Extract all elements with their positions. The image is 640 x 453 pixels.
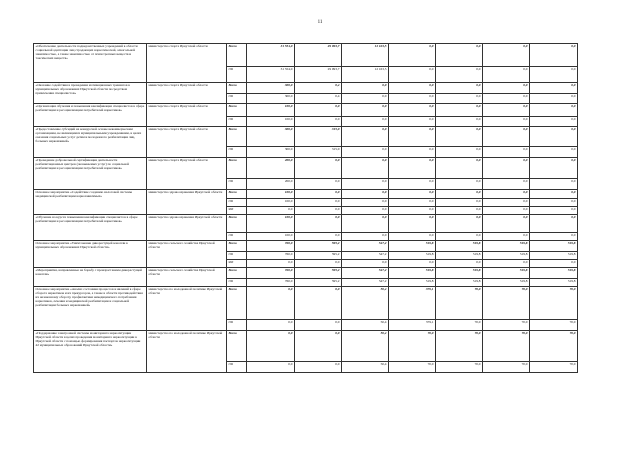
table-row (34, 190, 578, 199)
funding-value: 70,0 (483, 331, 530, 362)
funding-value: 547,2 (342, 268, 389, 279)
responsible-executor: министерство спорта Иркутской области (147, 127, 227, 158)
funding-value: 0,0 (389, 260, 436, 268)
funding-source: ОБ (227, 67, 247, 83)
funding-value: 300,0 (247, 127, 295, 147)
funding-value: 760,0 (247, 279, 295, 287)
funding-value: 0,0 (342, 260, 389, 268)
funding-value: 0,0 (530, 179, 578, 190)
funding-value: 0,0 (342, 158, 389, 179)
activity-name: «Оказание содействия в проведении мотивационных тренингов в муниципальных образованиях Иркутской области посредством привлечения специалистов» (34, 83, 147, 104)
funding-value: 200,0 (247, 179, 295, 190)
funding-value: 100,0 (247, 215, 295, 233)
funding-value: 0,0 (483, 44, 530, 67)
responsible-executor: министерство спорта Иркутской области (147, 104, 227, 127)
table-row (34, 83, 578, 94)
funding-source: Всего (227, 83, 247, 94)
funding-value: 100,0 (247, 199, 295, 207)
table-row (34, 104, 578, 117)
funding-value: 0,0 (295, 233, 342, 241)
funding-value: 0,0 (389, 117, 436, 127)
funding-value: 70,0 (530, 331, 578, 362)
funding-value: 0,0 (342, 207, 389, 215)
funding-source: Всего (227, 241, 247, 252)
funding-source: ОБ (227, 117, 247, 127)
funding-table (33, 43, 578, 373)
funding-value: 0,0 (247, 287, 295, 320)
funding-value: 0,0 (342, 179, 389, 190)
funding-value: 0,0 (436, 190, 483, 199)
funding-value: 70,0 (436, 362, 483, 373)
activity-name: «Поддержание электронной системы мониторинга наркоситуации Иркутской области в целях проведения мониторинга наркоситуации в Иркутской области с помощью формирования паспортов наркоситуации 42 муниципальных образований Иркутской области» (34, 331, 147, 373)
funding-value: 0,0 (342, 215, 389, 233)
funding-value: 0,0 (436, 83, 483, 94)
responsible-executor: министерство по молодежной политике Иркутской области (147, 287, 227, 331)
funding-value: 70,0 (483, 362, 530, 373)
funding-value: 0,0 (436, 44, 483, 67)
responsible-executor: министерство спорта Иркутской области (147, 83, 227, 104)
funding-source: ОБ (227, 147, 247, 158)
table-row (34, 268, 578, 279)
funding-source: Всего (227, 104, 247, 117)
funding-value: 0,0 (389, 104, 436, 117)
funding-value: 519,8 (436, 279, 483, 287)
funding-value: 595,2 (295, 279, 342, 287)
funding-value: 70,0 (389, 331, 436, 362)
funding-value: 519,8 (436, 252, 483, 260)
funding-value: 0,0 (389, 147, 436, 158)
funding-value: 50,4 (342, 320, 389, 331)
funding-value: 0,0 (530, 207, 578, 215)
funding-value: 0,4 (295, 83, 342, 94)
funding-value: 0,0 (530, 127, 578, 147)
funding-value: 70,0 (436, 320, 483, 331)
funding-value: 760,0 (247, 252, 295, 260)
funding-value: 519,8 (389, 241, 436, 252)
funding-value: 0,0 (483, 94, 530, 104)
funding-value: 519,8 (436, 268, 483, 279)
funding-value: 0,0 (295, 331, 342, 362)
funding-value: 70,0 (530, 362, 578, 373)
funding-value: 0,0 (247, 331, 295, 362)
funding-value: 519,8 (530, 268, 578, 279)
funding-value: 0,0 (295, 362, 342, 373)
funding-value: 0,0 (483, 199, 530, 207)
funding-value: 0,4 (295, 94, 342, 104)
funding-value: 70,0 (530, 320, 578, 331)
funding-value: 0,0 (436, 233, 483, 241)
funding-value: 50,4 (342, 331, 389, 362)
funding-value: 0,0 (530, 44, 578, 67)
funding-value: 0,0 (483, 179, 530, 190)
funding-value: 0,0 (483, 233, 530, 241)
funding-value: 0,0 (342, 199, 389, 207)
funding-value: 519,8 (483, 252, 530, 260)
funding-source: ФБ (227, 207, 247, 215)
funding-value: 0,0 (389, 190, 436, 199)
funding-value: 519,8 (389, 279, 436, 287)
funding-source: ОБ (227, 199, 247, 207)
funding-value: 0,0 (436, 94, 483, 104)
funding-value: 0,0 (295, 117, 342, 127)
funding-value: 300,0 (247, 83, 295, 94)
funding-value: 0,0 (436, 117, 483, 127)
funding-value: 0,0 (483, 104, 530, 117)
funding-value: 0,0 (342, 233, 389, 241)
funding-value: 0,0 (436, 207, 483, 215)
funding-value: 547,2 (342, 252, 389, 260)
funding-value: 100,0 (247, 117, 295, 127)
activity-name: «Мероприятия, направленные на борьбу с произрастанием дикорастущей конопли» (34, 268, 147, 287)
funding-value: 0,0 (483, 127, 530, 147)
responsible-executor: министерство сельского хозяйства Иркутской области (147, 241, 227, 268)
funding-source: Всего (227, 44, 247, 67)
funding-value: 100,0 (247, 190, 295, 199)
funding-source: Всего (227, 127, 247, 147)
funding-value: 0,0 (342, 127, 389, 147)
table-row (34, 127, 578, 147)
funding-value: 315,0 (295, 147, 342, 158)
funding-value: 0,0 (530, 215, 578, 233)
funding-value: 0,0 (483, 117, 530, 127)
funding-value: 0,0 (436, 260, 483, 268)
funding-value: 0,0 (530, 260, 578, 268)
responsible-executor: министерство здравоохранения Иркутской области (147, 190, 227, 215)
funding-value: 0,0 (295, 179, 342, 190)
funding-value: 0,0 (530, 233, 578, 241)
funding-value: 0,0 (483, 190, 530, 199)
table-row (34, 331, 578, 362)
funding-value: 0,0 (436, 147, 483, 158)
funding-value: 0,0 (247, 207, 295, 215)
funding-source: ОБ (227, 94, 247, 104)
activity-name: «Обеспечение деятельности подведомственных учреждений в области социальной адаптации лиц страдающих наркотической, алкогольной зависимостью, а также зависимостью от психотропных веществ и токсических веществ» (34, 44, 147, 83)
funding-value: 300,0 (247, 94, 295, 104)
funding-value: 595,2 (295, 268, 342, 279)
funding-value: 0,0 (295, 207, 342, 215)
table-body (34, 44, 578, 373)
funding-value: 0,0 (389, 233, 436, 241)
funding-value: 31 554,0 (247, 67, 295, 83)
funding-value: 0,0 (483, 147, 530, 158)
funding-source: Всего (227, 268, 247, 279)
funding-value: 0,0 (342, 147, 389, 158)
funding-value: 70,0 (389, 362, 436, 373)
funding-value: 0,0 (483, 83, 530, 94)
funding-value: 0,0 (436, 158, 483, 179)
funding-source: Всего (227, 287, 247, 320)
funding-value: 0,0 (389, 158, 436, 179)
responsible-executor: министерство спорта Иркутской области (147, 158, 227, 190)
funding-value: 0,0 (342, 83, 389, 94)
table-row (34, 287, 578, 320)
funding-value: 0,0 (483, 215, 530, 233)
funding-value: 0,0 (436, 104, 483, 117)
funding-value: 0,0 (389, 179, 436, 190)
funding-value: 70,0 (483, 320, 530, 331)
funding-value: 70,0 (436, 287, 483, 320)
funding-value: 50,4 (342, 287, 389, 320)
funding-value: 0,0 (530, 117, 578, 127)
funding-source: ОБ (227, 320, 247, 331)
funding-value: 0,0 (436, 67, 483, 83)
funding-value: 0,0 (295, 190, 342, 199)
funding-value: 519,8 (530, 241, 578, 252)
funding-value: 0,0 (342, 104, 389, 117)
table-row (34, 44, 578, 67)
funding-value: 0,0 (389, 94, 436, 104)
funding-value: 0,0 (530, 158, 578, 179)
funding-value: 0,0 (530, 199, 578, 207)
funding-value: 519,8 (530, 279, 578, 287)
funding-value: 519,8 (389, 252, 436, 260)
funding-value: 29 093,7 (295, 44, 342, 67)
funding-value: 0,0 (436, 179, 483, 190)
funding-source: Всего (227, 190, 247, 199)
funding-value: 100,0 (247, 104, 295, 117)
funding-value: 0,0 (247, 362, 295, 373)
funding-value: 519,8 (389, 268, 436, 279)
funding-value: 519,8 (483, 279, 530, 287)
activity-name: Основное мероприятие «Содействие созданию налоговой системы медицинской реабилитации наркозависимых» (34, 190, 147, 215)
funding-value: 595,2 (295, 241, 342, 252)
funding-value: 0,0 (295, 199, 342, 207)
funding-source: ОБ (227, 279, 247, 287)
funding-value: 379,1 (389, 320, 436, 331)
funding-value: 519,8 (483, 241, 530, 252)
funding-value: 70,0 (530, 287, 578, 320)
funding-value: 0,0 (530, 147, 578, 158)
table-row (34, 158, 578, 179)
funding-value: 0,0 (530, 83, 578, 94)
funding-value: 547,2 (342, 241, 389, 252)
funding-value: 379,1 (389, 287, 436, 320)
funding-value: 0,0 (389, 83, 436, 94)
funding-value: 29 093,7 (295, 67, 342, 83)
funding-source: ОБ (227, 179, 247, 190)
funding-value: 0,0 (389, 207, 436, 215)
funding-value: 200,0 (247, 158, 295, 179)
funding-value: 0,0 (436, 127, 483, 147)
funding-value: 12 163,5 (342, 67, 389, 83)
responsible-executor: министерство здравоохранения Иркутской области (147, 215, 227, 241)
funding-value: 0,0 (483, 67, 530, 83)
activity-name: Основное мероприятие «Уничтожение дикорастущей конопли в муниципальных образованиях Иркутской области» (34, 241, 147, 268)
funding-value: 0,0 (530, 104, 578, 117)
responsible-executor: министерство спорта Иркутской области (147, 44, 227, 83)
funding-value: 300,0 (247, 147, 295, 158)
funding-value: 0,0 (483, 260, 530, 268)
funding-value: 0,0 (295, 260, 342, 268)
funding-value: 0,0 (389, 67, 436, 83)
funding-value: 31 554,0 (247, 44, 295, 67)
funding-value: 519,8 (483, 268, 530, 279)
funding-source: Всего (227, 158, 247, 179)
funding-source: ОБ (227, 233, 247, 241)
funding-value: 0,0 (295, 287, 342, 320)
funding-value: 0,0 (342, 94, 389, 104)
activity-name: «Проведение добровольной сертификации деятельности реабилитационных центров (оказываемых услуг) по социальной реабилитации и ресоциализации потребителей наркотиков» (34, 158, 147, 190)
funding-value: 0,0 (483, 207, 530, 215)
funding-value: 12 163,5 (342, 44, 389, 67)
funding-value: 595,2 (295, 252, 342, 260)
funding-value: 547,2 (342, 279, 389, 287)
funding-value: 760,0 (247, 268, 295, 279)
funding-value: 0,0 (295, 320, 342, 331)
activity-name: «Предоставление субсидий на конкурсной основе некоммерческим организациям, не являющимся муниципальными учреждениями, в целях оказания социальных услуг детям и молодежи по реабилитации лиц, больных наркоманией» (34, 127, 147, 158)
funding-value: 315,0 (295, 127, 342, 147)
funding-value: 0,0 (295, 158, 342, 179)
table-row (34, 241, 578, 252)
activity-name: Основное мероприятие «Анализ состояния процессов и явлений в сфере оборота наркотиков и их прекурсоров, а также в области противодействия их незаконному обороту, профилактики немедицинского потребления наркотиков, лечения и медицинской реабилитации и социальной реабилитации больных наркоманией» (34, 287, 147, 331)
funding-value: 0,0 (530, 190, 578, 199)
funding-value: 0,0 (295, 104, 342, 117)
activity-name: «Обучение на курсах повышения квалификации специалистов в сфере реабилитации и ресоциализации потребителей наркотиков» (34, 215, 147, 241)
activity-name: «Организация обучения и повышения квалификации специалистов в сфере реабилитации и ресоциализации потребителей наркотиков» (34, 104, 147, 127)
responsible-executor: министерство по молодежной политике Иркутской области (147, 331, 227, 373)
funding-value: 0,0 (530, 67, 578, 83)
funding-value: 0,0 (247, 320, 295, 331)
table-row (34, 215, 578, 233)
funding-value: 0,0 (483, 158, 530, 179)
funding-source: ОБ (227, 252, 247, 260)
funding-value: 0,0 (530, 94, 578, 104)
funding-source: Всего (227, 331, 247, 362)
funding-value: 519,8 (530, 252, 578, 260)
funding-value: 0,0 (436, 199, 483, 207)
responsible-executor: министерство сельского хозяйства Иркутской области (147, 268, 227, 287)
funding-value: 0,0 (247, 260, 295, 268)
funding-value: 0,0 (295, 215, 342, 233)
funding-source: Всего (227, 215, 247, 233)
funding-value: 70,0 (436, 331, 483, 362)
funding-value: 0,0 (389, 44, 436, 67)
funding-value: 519,8 (436, 241, 483, 252)
funding-value: 0,0 (389, 215, 436, 233)
page-number: 11 (317, 20, 323, 25)
funding-value: 0,0 (342, 190, 389, 199)
funding-value: 0,0 (389, 127, 436, 147)
funding-value: 50,4 (342, 362, 389, 373)
funding-source: ОБ (227, 362, 247, 373)
funding-value: 0,0 (436, 215, 483, 233)
funding-value: 0,0 (389, 199, 436, 207)
funding-value: 760,0 (247, 241, 295, 252)
funding-value: 70,0 (483, 287, 530, 320)
funding-source: ФБ (227, 260, 247, 268)
funding-value: 100,0 (247, 233, 295, 241)
funding-value: 0,0 (342, 117, 389, 127)
